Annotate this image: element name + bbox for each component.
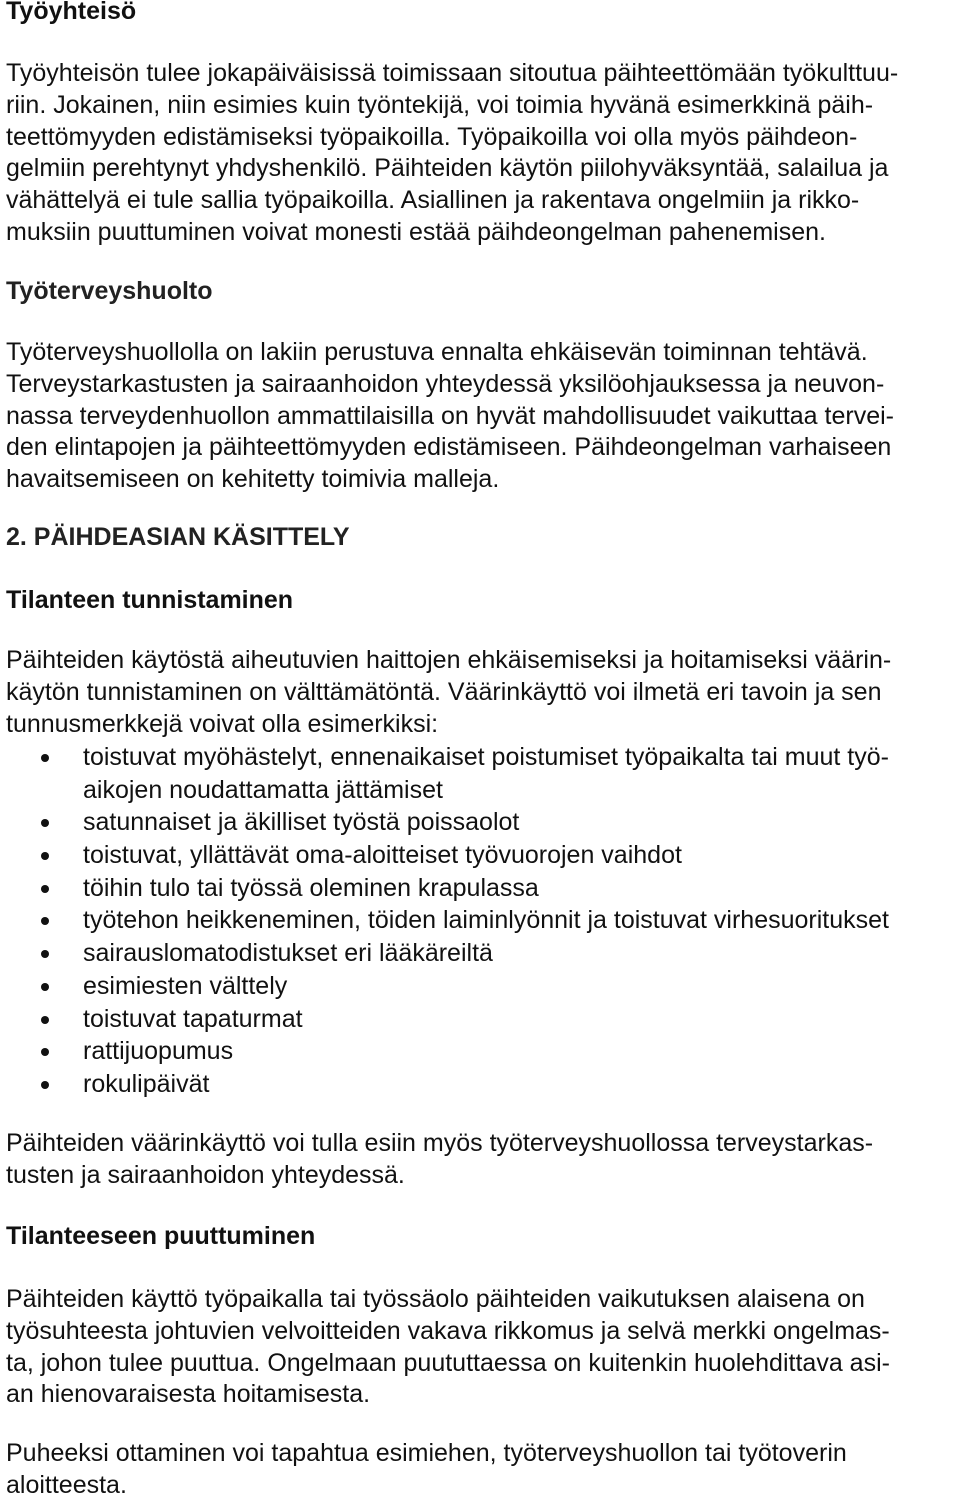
list-item bbox=[0, 806, 960, 839]
text-line: sairauslomatodistukset eri lääkäreiltä bbox=[83, 939, 493, 968]
paragraph-tyoyhteiso bbox=[6, 58, 956, 249]
text-line: rokulipäivät bbox=[83, 1069, 210, 1098]
text-line: havaitsemiseen on kehitetty toimivia malleja. bbox=[6, 465, 500, 494]
text-line: Työterveyshuollolla on lakiin perustuva ennalta ehkäisevän toiminnan tehtävä. bbox=[6, 338, 868, 366]
text-line: teettömyyden edistämiseksi työpaikoilla. Työpaikoilla voi olla myös päihdeon- bbox=[6, 122, 858, 151]
text-line: den elintapojen ja päihteettömyyden edistämiseen. Päihdeongelman varhaiseen bbox=[6, 433, 892, 462]
paragraph-tyoterveyshuolto bbox=[6, 337, 956, 496]
paragraph-tunnistaminen-closing bbox=[6, 1128, 956, 1192]
heading-tilanteeseen-puuttuminen: Tilanteeseen puuttuminen bbox=[6, 1222, 316, 1250]
text-line: muksiin puuttuminen voivat monesti estää päihdeongelman pahenemisen. bbox=[6, 217, 826, 246]
list-item bbox=[0, 937, 960, 970]
text-line: aloitteesta. bbox=[6, 1470, 127, 1499]
text-line: nassa terveydenhuollon ammattilaisilla on hyvät mahdollisuudet vaikuttaa tervei- bbox=[6, 401, 894, 430]
text-line: käytön tunnistaminen on välttämätöntä. Väärinkäyttö voi ilmetä eri tavoin ja sen bbox=[6, 677, 882, 706]
text-line: esimiesten välttely bbox=[83, 971, 288, 1000]
text-line: toistuvat myöhästelyt, ennenaikaiset poistumiset työpaikalta tai muut työ- bbox=[83, 743, 889, 771]
bullet-icon bbox=[41, 819, 49, 827]
list-item bbox=[0, 970, 960, 1003]
text-line: Terveystarkastusten ja sairaanhoidon yhteydessä yksilöohjauksessa ja neuvon- bbox=[6, 369, 885, 398]
text-line: Työyhteisön tulee jokapäiväisissä toimissaan sitoutua päihteettömään työkulttuu- bbox=[6, 59, 899, 87]
bullet-icon bbox=[41, 885, 49, 893]
bullet-icon bbox=[41, 1048, 49, 1056]
list-item bbox=[0, 741, 960, 806]
text-line: tusten ja sairaanhoidon yhteydessä. bbox=[6, 1160, 405, 1189]
list-item bbox=[0, 1035, 960, 1068]
bullet-icon bbox=[41, 983, 49, 991]
chapter-heading: 2. PÄIHDEASIAN KÄSITTELY bbox=[6, 523, 350, 551]
paragraph-puuttuminen-2 bbox=[6, 1438, 956, 1502]
text-line: an hienovaraisesta hoitamisesta. bbox=[6, 1380, 371, 1409]
text-line: satunnaiset ja äkilliset työstä poissaolot bbox=[83, 808, 520, 837]
text-line: Puheeksi ottaminen voi tapahtua esimiehen, työterveyshuollon tai työtoverin bbox=[6, 1439, 847, 1467]
paragraph-tunnistaminen-intro bbox=[6, 645, 956, 740]
text-line: toistuvat tapaturmat bbox=[83, 1004, 303, 1033]
text-line: gelmiin perehtynyt yhdyshenkilö. Päihteiden käytön piilohyväksyntää, salailua ja bbox=[6, 154, 889, 183]
list-item bbox=[0, 1068, 960, 1101]
bullet-icon bbox=[41, 950, 49, 958]
text-line: Päihteiden käyttö työpaikalla tai työssäolo päihteiden vaikutuksen alaisena on bbox=[6, 1285, 865, 1313]
text-line: ta, johon tulee puuttua. Ongelmaan puututtaessa on kuitenkin huolehdittava asi- bbox=[6, 1348, 890, 1377]
text-line: työtehon heikkeneminen, töiden laiminlyönnit ja toistuvat virhesuoritukset bbox=[83, 906, 890, 935]
bullet-icon bbox=[41, 917, 49, 925]
heading-tilanteen-tunnistaminen: Tilanteen tunnistaminen bbox=[6, 586, 294, 614]
bullet-list-indicators bbox=[0, 741, 960, 1101]
text-line: työsuhteesta johtuvien velvoitteiden vakava rikkomus ja selvä merkki ongelmas- bbox=[6, 1316, 890, 1345]
text-line: riin. Jokainen, niin esimies kuin työntekijä, voi toimia hyvänä esimerkkinä päih- bbox=[6, 90, 874, 119]
text-line: töihin tulo tai työssä oleminen krapulassa bbox=[83, 873, 539, 902]
list-item bbox=[0, 904, 960, 937]
bullet-icon bbox=[41, 1081, 49, 1089]
text-line: vähättelyä ei tule sallia työpaikoilla. Asiallinen ja rakentava ongelmiin ja rikko- bbox=[6, 186, 860, 215]
text-line: Päihteiden käytöstä aiheutuvien haittojen ehkäisemiseksi ja hoitamiseksi väärin- bbox=[6, 646, 892, 674]
list-item bbox=[0, 1003, 960, 1036]
text-line: Päihteiden väärinkäyttö voi tulla esiin myös työterveyshuollossa terveystarkas- bbox=[6, 1129, 874, 1157]
text-line: rattijuopumus bbox=[83, 1037, 234, 1066]
list-item bbox=[0, 839, 960, 872]
text-line: aikojen noudattamatta jättämiset bbox=[83, 775, 443, 804]
text-line: tunnusmerkkejä voivat olla esimerkiksi: bbox=[6, 709, 439, 738]
list-item bbox=[0, 872, 960, 905]
heading-tyoterveyshuolto: Työterveyshuolto bbox=[6, 277, 213, 305]
paragraph-puuttuminen-1 bbox=[6, 1284, 956, 1411]
bullet-icon bbox=[41, 852, 49, 860]
heading-tyoyhteiso: Työyhteisö bbox=[6, 0, 137, 25]
bullet-icon bbox=[41, 1016, 49, 1024]
text-line: toistuvat, yllättävät oma-aloitteiset työvuorojen vaihdot bbox=[83, 841, 682, 870]
bullet-icon bbox=[41, 754, 49, 762]
